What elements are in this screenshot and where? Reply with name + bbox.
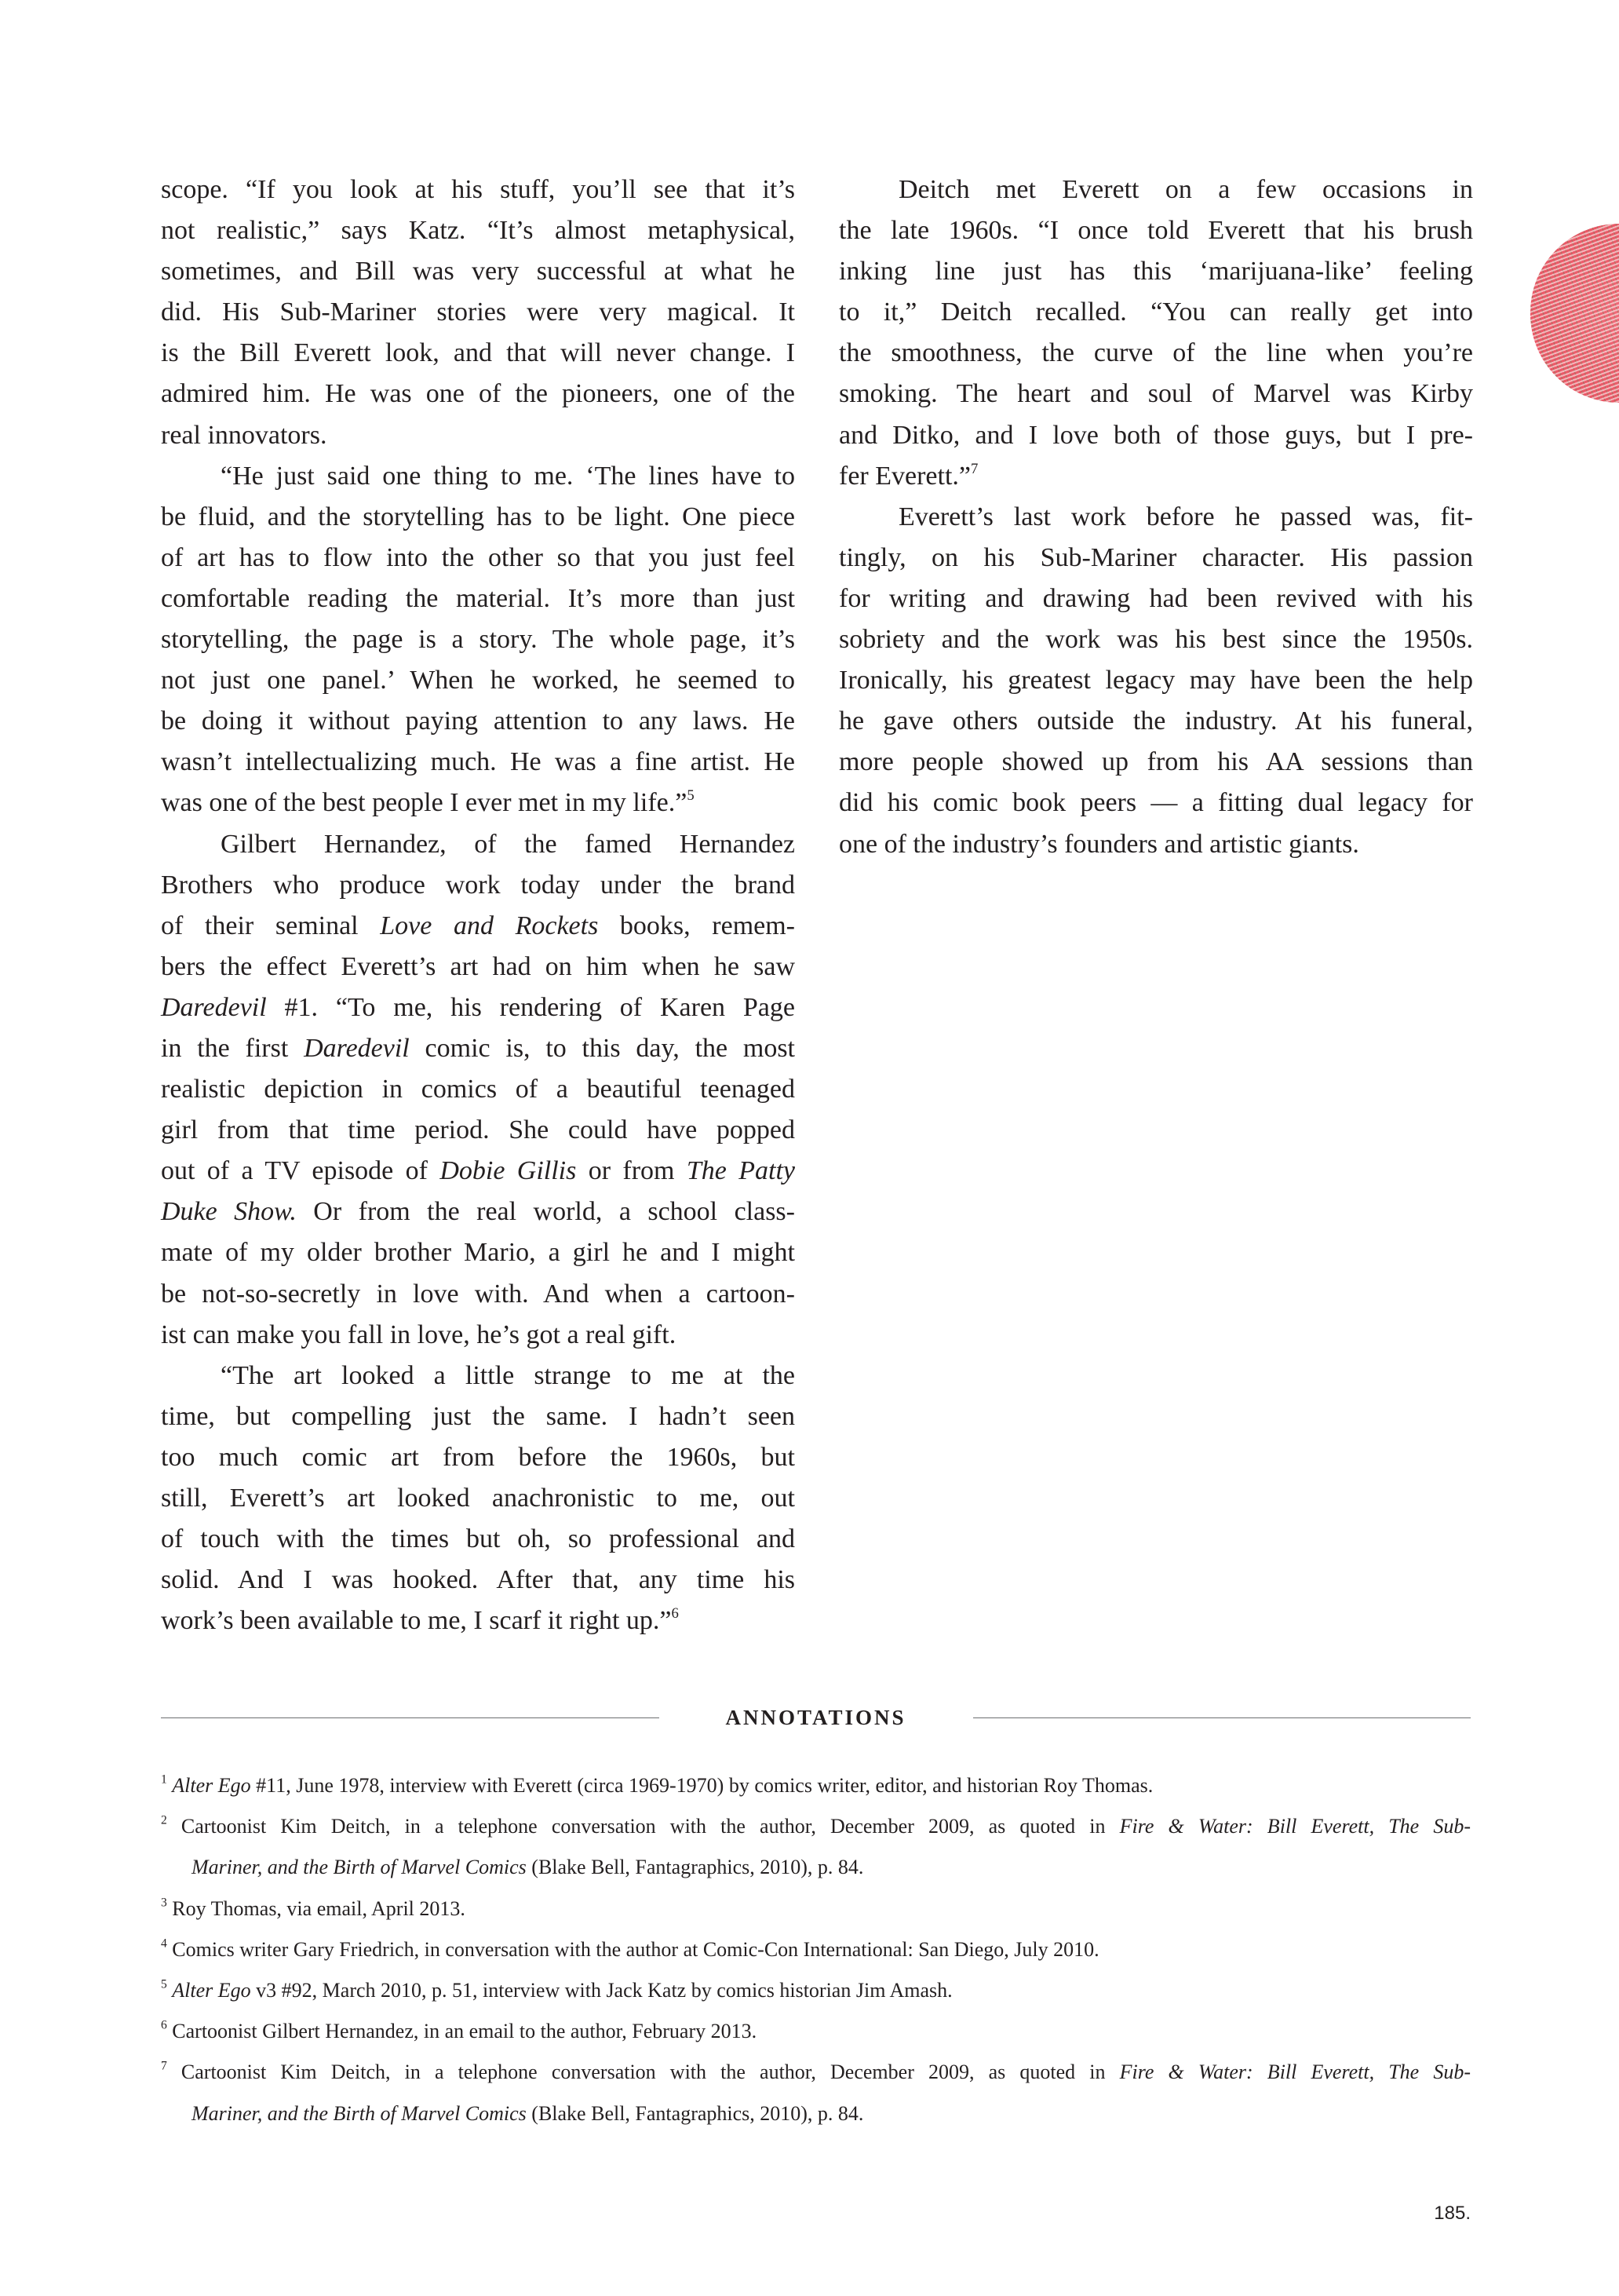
paragraph bbox=[161, 456, 795, 824]
footnote-ref: 5 bbox=[687, 787, 695, 805]
text-line: wasn’t intellectualizing much. He was a fine artist. He bbox=[161, 747, 795, 777]
text-line: be fluid, and the storytelling has to be light. One piece bbox=[161, 502, 795, 531]
decorative-circle bbox=[1530, 224, 1619, 403]
footnote-4 bbox=[161, 1929, 1471, 1970]
footnote-number: 1 bbox=[161, 1772, 167, 1787]
text-line: inking line just has this ‘marijuana-like’ feeling bbox=[839, 257, 1473, 287]
text-line: admired him. He was one of the pioneers, one of the bbox=[161, 379, 795, 409]
text-line: more people showed up from his AA sessions than bbox=[839, 747, 1473, 777]
right-text-column bbox=[839, 170, 1473, 865]
text-line: Gilbert Hernandez, of the famed Hernandez bbox=[221, 829, 795, 859]
text-line: realistic depiction in comics of a beautiful teenaged bbox=[161, 1075, 795, 1104]
text-line: sometimes, and Bill was very successful at what he bbox=[161, 257, 795, 287]
footnotes-list bbox=[161, 1765, 1471, 2134]
text-line: one of the industry’s founders and artistic giants. bbox=[839, 829, 1359, 859]
text-line: out of a TV episode of Dobie Gillis or from The Patty bbox=[161, 1156, 795, 1186]
text-line: girl from that time period. She could have popped bbox=[161, 1115, 795, 1145]
text-line: real innovators. bbox=[161, 420, 327, 450]
paragraph bbox=[839, 497, 1473, 865]
annotations-title: ANNOTATIONS bbox=[725, 1706, 906, 1729]
text-line: he gave others outside the industry. At his funeral, bbox=[839, 706, 1473, 736]
footnote-line: $^5$ Alter Ego v3 #92, March 2010, p. 51, interview with Jack Katz by comics historian Jim Amash. bbox=[161, 1977, 953, 2002]
text-line: Brothers who produce work today under the brand bbox=[161, 870, 795, 900]
paragraph bbox=[839, 170, 1473, 497]
text-line: Deitch met Everett on a few occasions in bbox=[899, 175, 1473, 204]
text-line: sobriety and the work was his best since the 1950s. bbox=[839, 625, 1473, 655]
text-line: Everett’s last work before he passed was, fit- bbox=[899, 502, 1473, 531]
text-line: mate of my older brother Mario, a girl he and I might bbox=[161, 1238, 795, 1268]
footnote-number: 7 bbox=[161, 2059, 167, 2073]
page-number: 185. bbox=[1434, 2203, 1471, 2224]
text-line: to it,” Deitch recalled. “You can really get into bbox=[839, 297, 1473, 327]
annotations-header bbox=[161, 1700, 1471, 1735]
footnote-ref: 6 bbox=[671, 1605, 679, 1623]
italic-title: Mariner, and the Birth of Marvel Comics bbox=[191, 2101, 527, 2125]
text-line: work’s been available to me, I scarf it right up.”$^6$ bbox=[161, 1605, 679, 1636]
text-line: be not-so-secretly in love with. And when a cartoon- bbox=[161, 1279, 795, 1309]
footnote-line: $^4$ Comics writer Gary Friedrich, in conversation with the author at Comic-Con International: San Diego, July 2010. bbox=[161, 1936, 1099, 1961]
footnote-line: $^7$ Cartoonist Kim Deitch, in a telephone conversation with the author, December 2009, as quoted in Fire & Water: Bill Everett, The Sub- bbox=[161, 2059, 1471, 2084]
text-line: smoking. The heart and soul of Marvel was Kirby bbox=[839, 379, 1473, 409]
italic-title: Love and Rockets bbox=[380, 911, 599, 940]
text-line: “The art looked a little strange to me at the bbox=[221, 1360, 795, 1390]
footnote-number: 5 bbox=[161, 1977, 167, 1991]
text-line: the smoothness, the curve of the line when you’re bbox=[839, 338, 1473, 368]
text-line: not realistic,” says Katz. “It’s almost metaphysical, bbox=[161, 216, 795, 246]
text-line: of art has to flow into the other so that you just feel bbox=[161, 542, 795, 572]
footnote-number: 3 bbox=[161, 1895, 167, 1909]
text-line: Ironically, his greatest legacy may have been the help bbox=[839, 666, 1473, 695]
italic-title: The Patty bbox=[686, 1156, 795, 1186]
text-line: of touch with the times but oh, so professional and bbox=[161, 1524, 795, 1554]
footnote-number: 4 bbox=[161, 1936, 167, 1951]
italic-title: Alter Ego bbox=[172, 1774, 251, 1797]
left-text-column bbox=[161, 170, 795, 1641]
text-line: is the Bill Everett look, and that will never change. I bbox=[161, 338, 795, 368]
footnote-5 bbox=[161, 1970, 1471, 2011]
italic-title: Fire & Water: Bill Everett, The Sub- bbox=[1119, 2061, 1471, 2084]
text-line: Daredevil #1. “To me, his rendering of Karen Page bbox=[161, 992, 795, 1022]
text-line: tingly, on his Sub-Mariner character. His passion bbox=[839, 542, 1473, 572]
text-line: in the first Daredevil comic is, to this day, the most bbox=[161, 1033, 795, 1063]
text-line: for writing and drawing had been revived with his bbox=[839, 583, 1473, 613]
text-line: did. His Sub-Mariner stories were very magical. It bbox=[161, 297, 795, 327]
text-line: the late 1960s. “I once told Everett that his brush bbox=[839, 216, 1473, 246]
footnote-1 bbox=[161, 1765, 1471, 1806]
text-line: did his comic book peers — a fitting dual legacy for bbox=[839, 788, 1473, 818]
footnote-line: Mariner, and the Birth of Marvel Comics (Blake Bell, Fantagraphics, 2010), p. 84. bbox=[191, 2101, 864, 2125]
text-line: not just one panel.’ When he worked, he seemed to bbox=[161, 666, 795, 695]
italic-title: Duke Show. bbox=[161, 1197, 297, 1227]
text-line: storytelling, the page is a story. The whole page, it’s bbox=[161, 625, 795, 655]
footnote-line: $^3$ Roy Thomas, via email, April 2013. bbox=[161, 1895, 465, 1920]
footnote-ref: 7 bbox=[971, 460, 979, 477]
text-line: Duke Show. Or from the real world, a school class- bbox=[161, 1197, 795, 1227]
italic-title: Dobie Gillis bbox=[439, 1156, 577, 1186]
paragraph bbox=[161, 1356, 795, 1642]
footnote-6 bbox=[161, 2011, 1471, 2052]
text-line: fer Everett.”$^7$ bbox=[839, 460, 979, 491]
text-line: and Ditko, and I love both of those guys, but I pre- bbox=[839, 420, 1473, 450]
footnote-line: $^2$ Cartoonist Kim Deitch, in a telephone conversation with the author, December 2009, as quoted in Fire & Water: Bill Everett, The Sub- bbox=[161, 1813, 1471, 1838]
text-line: scope. “If you look at his stuff, you’ll see that it’s bbox=[161, 175, 795, 204]
divider-right bbox=[973, 1717, 1471, 1718]
text-line: still, Everett’s art looked anachronistic to me, out bbox=[161, 1484, 795, 1513]
text-line: solid. And I was hooked. After that, any time his bbox=[161, 1565, 795, 1595]
italic-title: Fire & Water: Bill Everett, The Sub- bbox=[1119, 1815, 1471, 1838]
text-line: ist can make you fall in love, he’s got a real gift. bbox=[161, 1320, 676, 1349]
footnote-2 bbox=[161, 1806, 1471, 1888]
footnote-line: $^1$ Alter Ego #11, June 1978, interview with Everett (circa 1969-1970) by comics writer, editor, and historian Roy Thomas. bbox=[161, 1772, 1154, 1797]
text-line: of their seminal Love and Rockets books, remem- bbox=[161, 911, 796, 940]
text-line: bers the effect Everett’s art had on him when he saw bbox=[161, 951, 795, 981]
italic-title: Mariner, and the Birth of Marvel Comics bbox=[191, 1856, 527, 1879]
text-line: was one of the best people I ever met in my life.”$^5$ bbox=[161, 787, 695, 818]
text-line: “He just said one thing to me. ‘The lines have to bbox=[221, 461, 795, 491]
paragraph bbox=[161, 170, 795, 456]
text-line: be doing it without paying attention to any laws. He bbox=[161, 706, 795, 736]
paragraph bbox=[161, 824, 795, 1356]
footnote-line: $^6$ Cartoonist Gilbert Hernandez, in an email to the author, February 2013. bbox=[161, 2018, 757, 2043]
footnote-line: Mariner, and the Birth of Marvel Comics (Blake Bell, Fantagraphics, 2010), p. 84. bbox=[191, 1856, 864, 1879]
italic-title: Daredevil bbox=[161, 992, 267, 1022]
text-line: time, but compelling just the same. I hadn’t seen bbox=[161, 1401, 795, 1431]
text-line: comfortable reading the material. It’s more than just bbox=[161, 583, 795, 613]
text-line: too much comic art from before the 1960s, but bbox=[161, 1442, 795, 1472]
footnote-number: 2 bbox=[161, 1813, 167, 1827]
footnote-7 bbox=[161, 2052, 1471, 2134]
footnote-3 bbox=[161, 1889, 1471, 1929]
italic-title: Daredevil bbox=[304, 1033, 410, 1063]
italic-title: Alter Ego bbox=[172, 1978, 251, 2002]
footnote-number: 6 bbox=[161, 2018, 167, 2032]
